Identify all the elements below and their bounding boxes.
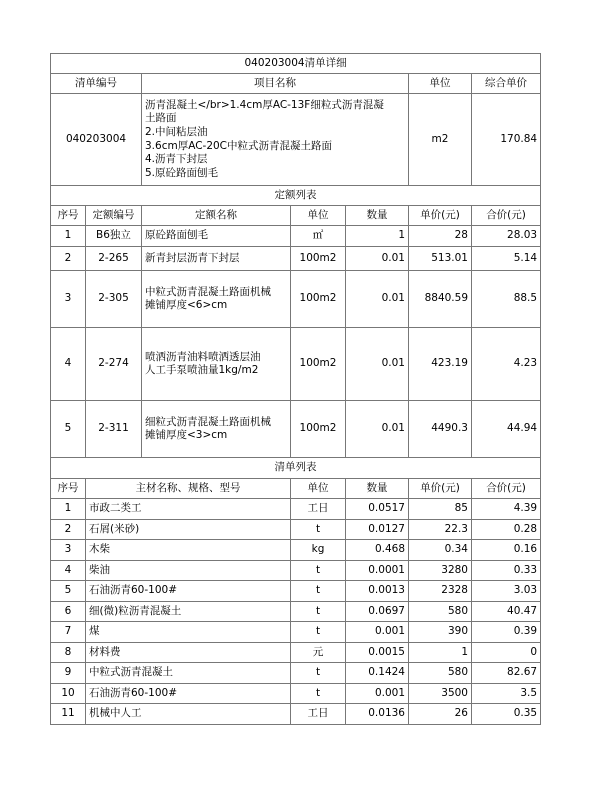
material-no: 10 [51,683,86,704]
quota-no: 3 [51,271,86,328]
material-total: 0.35 [472,704,541,725]
material-row [51,622,541,643]
quota-unit: 100m2 [291,247,346,271]
quota-name [142,328,291,401]
quota-name-line: 人工手泵喷油量1kg/m2 [145,364,259,376]
quota-code: 2-311 [86,401,142,458]
material-total: 3.03 [472,581,541,602]
quota-qty: 0.01 [346,247,409,271]
material-name: 木柴 [86,540,291,561]
material-header-price: 单价(元) [409,479,472,499]
quota-name-line: 中粒式沥青混凝土路面机械 [145,285,271,298]
material-unit: t [291,560,346,581]
quota-unit: ㎡ [291,226,346,247]
material-price: 3500 [409,683,472,704]
quota-row [51,271,541,328]
material-qty: 0.0697 [346,601,409,622]
bill-header-name: 项目名称 [142,74,409,94]
material-no: 3 [51,540,86,561]
quota-name-line: 摊铺厚度<3>cm [145,429,228,441]
material-price: 26 [409,704,472,725]
material-no: 6 [51,601,86,622]
material-unit: kg [291,540,346,561]
bill-unit: m2 [409,94,472,186]
bill-name-line: 2.中间粘层油 [145,125,208,138]
material-header-no: 序号 [51,479,86,499]
quota-unit: 100m2 [291,271,346,328]
material-row [51,704,541,725]
material-total: 0.33 [472,560,541,581]
material-total: 0.16 [472,540,541,561]
quota-code: 2-265 [86,247,142,271]
material-price: 580 [409,663,472,684]
material-row [51,560,541,581]
quota-name-line: 细粒式沥青混凝土路面机械 [145,415,271,428]
material-qty: 0.0013 [346,581,409,602]
quota-header-unit: 单位 [291,206,346,226]
quota-code: 2-305 [86,271,142,328]
quota-qty: 1 [346,226,409,247]
material-price: 580 [409,601,472,622]
quota-name-line: 摊铺厚度<6>cm [145,299,228,311]
material-unit: t [291,581,346,602]
material-total: 0.28 [472,519,541,540]
material-price: 22.3 [409,519,472,540]
quota-section-title: 定额列表 [51,186,541,206]
bill-detail-table [50,53,541,725]
material-unit: t [291,622,346,643]
material-qty: 0.001 [346,622,409,643]
material-list [51,499,541,725]
table-title: 040203004清单详细 [51,54,541,74]
quota-list [51,226,541,458]
quota-total: 88.5 [472,271,541,328]
quota-unit: 100m2 [291,401,346,458]
quota-total: 4.23 [472,328,541,401]
quota-name-line: 喷洒沥青油料喷洒透层油 [145,350,261,363]
material-unit: t [291,663,346,684]
quota-code: 2-274 [86,328,142,401]
quota-no: 2 [51,247,86,271]
quota-header-name: 定额名称 [142,206,291,226]
material-qty: 0.0001 [346,560,409,581]
material-qty: 0.0015 [346,642,409,663]
material-name: 中粒式沥青混凝土 [86,663,291,684]
quota-header-row [51,206,541,226]
bill-name-line: 3.6cm厚AC-20C中粒式沥青混凝土路面 [145,139,333,152]
material-no: 5 [51,581,86,602]
bill-name-line: 4.沥青下封层 [145,153,208,166]
bill-code: 040203004 [51,94,142,186]
quota-header-no: 序号 [51,206,86,226]
material-name: 石油沥青60-100# [86,683,291,704]
material-row [51,519,541,540]
quota-name [142,401,291,458]
bill-name-line: 沥青混凝土</br>1.4cm厚AC-13F细粒式沥青混凝 [145,98,384,111]
material-no: 8 [51,642,86,663]
material-no: 11 [51,704,86,725]
quota-price: 423.19 [409,328,472,401]
material-row [51,683,541,704]
material-name: 市政二类工 [86,499,291,520]
quota-row [51,328,541,401]
material-row [51,663,541,684]
material-price: 390 [409,622,472,643]
material-header-unit: 单位 [291,479,346,499]
bill-row [51,94,541,186]
bill-header-unit: 单位 [409,74,472,94]
quota-price: 28 [409,226,472,247]
material-no: 9 [51,663,86,684]
material-header-row [51,479,541,499]
material-total: 0.39 [472,622,541,643]
quota-no: 4 [51,328,86,401]
material-header-total: 合价(元) [472,479,541,499]
material-name: 石屑(米砂) [86,519,291,540]
material-price: 3280 [409,560,472,581]
material-section-title: 清单列表 [51,458,541,479]
material-name: 细(微)粒沥青混凝土 [86,601,291,622]
quota-unit: 100m2 [291,328,346,401]
quota-price: 8840.59 [409,271,472,328]
material-name: 柴油 [86,560,291,581]
quota-price: 4490.3 [409,401,472,458]
quota-qty: 0.01 [346,271,409,328]
bill-name-line: 土路面 [145,112,177,125]
material-qty: 0.1424 [346,663,409,684]
quota-qty: 0.01 [346,328,409,401]
bill-header-code: 清单编号 [51,74,142,94]
material-qty: 0.0517 [346,499,409,520]
material-price: 85 [409,499,472,520]
material-qty: 0.001 [346,683,409,704]
material-qty: 0.468 [346,540,409,561]
quota-total: 28.03 [472,226,541,247]
quota-name-line: 新青封层沥青下封层 [145,251,240,264]
quota-no: 5 [51,401,86,458]
material-name: 石油沥青60-100# [86,581,291,602]
material-price: 2328 [409,581,472,602]
material-price: 1 [409,642,472,663]
material-name: 煤 [86,622,291,643]
quota-name [142,226,291,247]
quota-total: 44.94 [472,401,541,458]
bill-name [142,94,409,186]
material-row [51,499,541,520]
bill-header-row [51,74,541,94]
quota-total: 5.14 [472,247,541,271]
bill-name-line: 5.原砼路面刨毛 [145,166,219,179]
material-qty: 0.0136 [346,704,409,725]
quota-name-line: 原砼路面刨毛 [145,229,208,242]
quota-header-total: 合价(元) [472,206,541,226]
material-no: 1 [51,499,86,520]
material-unit: t [291,683,346,704]
material-name: 机械中人工 [86,704,291,725]
quota-no: 1 [51,226,86,247]
quota-row [51,226,541,247]
material-no: 2 [51,519,86,540]
material-unit: 元 [291,642,346,663]
quota-header-qty: 数量 [346,206,409,226]
quota-qty: 0.01 [346,401,409,458]
material-price: 0.34 [409,540,472,561]
material-total: 82.67 [472,663,541,684]
material-no: 4 [51,560,86,581]
material-unit: t [291,519,346,540]
material-name: 材料费 [86,642,291,663]
material-unit: 工日 [291,499,346,520]
material-total: 0 [472,642,541,663]
quota-row [51,247,541,271]
quota-header-price: 单价(元) [409,206,472,226]
material-header-name: 主材名称、规格、型号 [86,479,291,499]
quota-price: 513.01 [409,247,472,271]
quota-name [142,247,291,271]
material-total: 40.47 [472,601,541,622]
material-unit: 工日 [291,704,346,725]
material-unit: t [291,601,346,622]
material-row [51,540,541,561]
material-row [51,601,541,622]
quota-name [142,271,291,328]
material-no: 7 [51,622,86,643]
quota-header-code: 定额编号 [86,206,142,226]
bill-header-price: 综合单价 [472,74,541,94]
material-header-qty: 数量 [346,479,409,499]
quota-code: B6独立 [86,226,142,247]
material-qty: 0.0127 [346,519,409,540]
material-row [51,642,541,663]
bill-price: 170.84 [472,94,541,186]
quota-row [51,401,541,458]
material-total: 3.5 [472,683,541,704]
material-total: 4.39 [472,499,541,520]
material-row [51,581,541,602]
